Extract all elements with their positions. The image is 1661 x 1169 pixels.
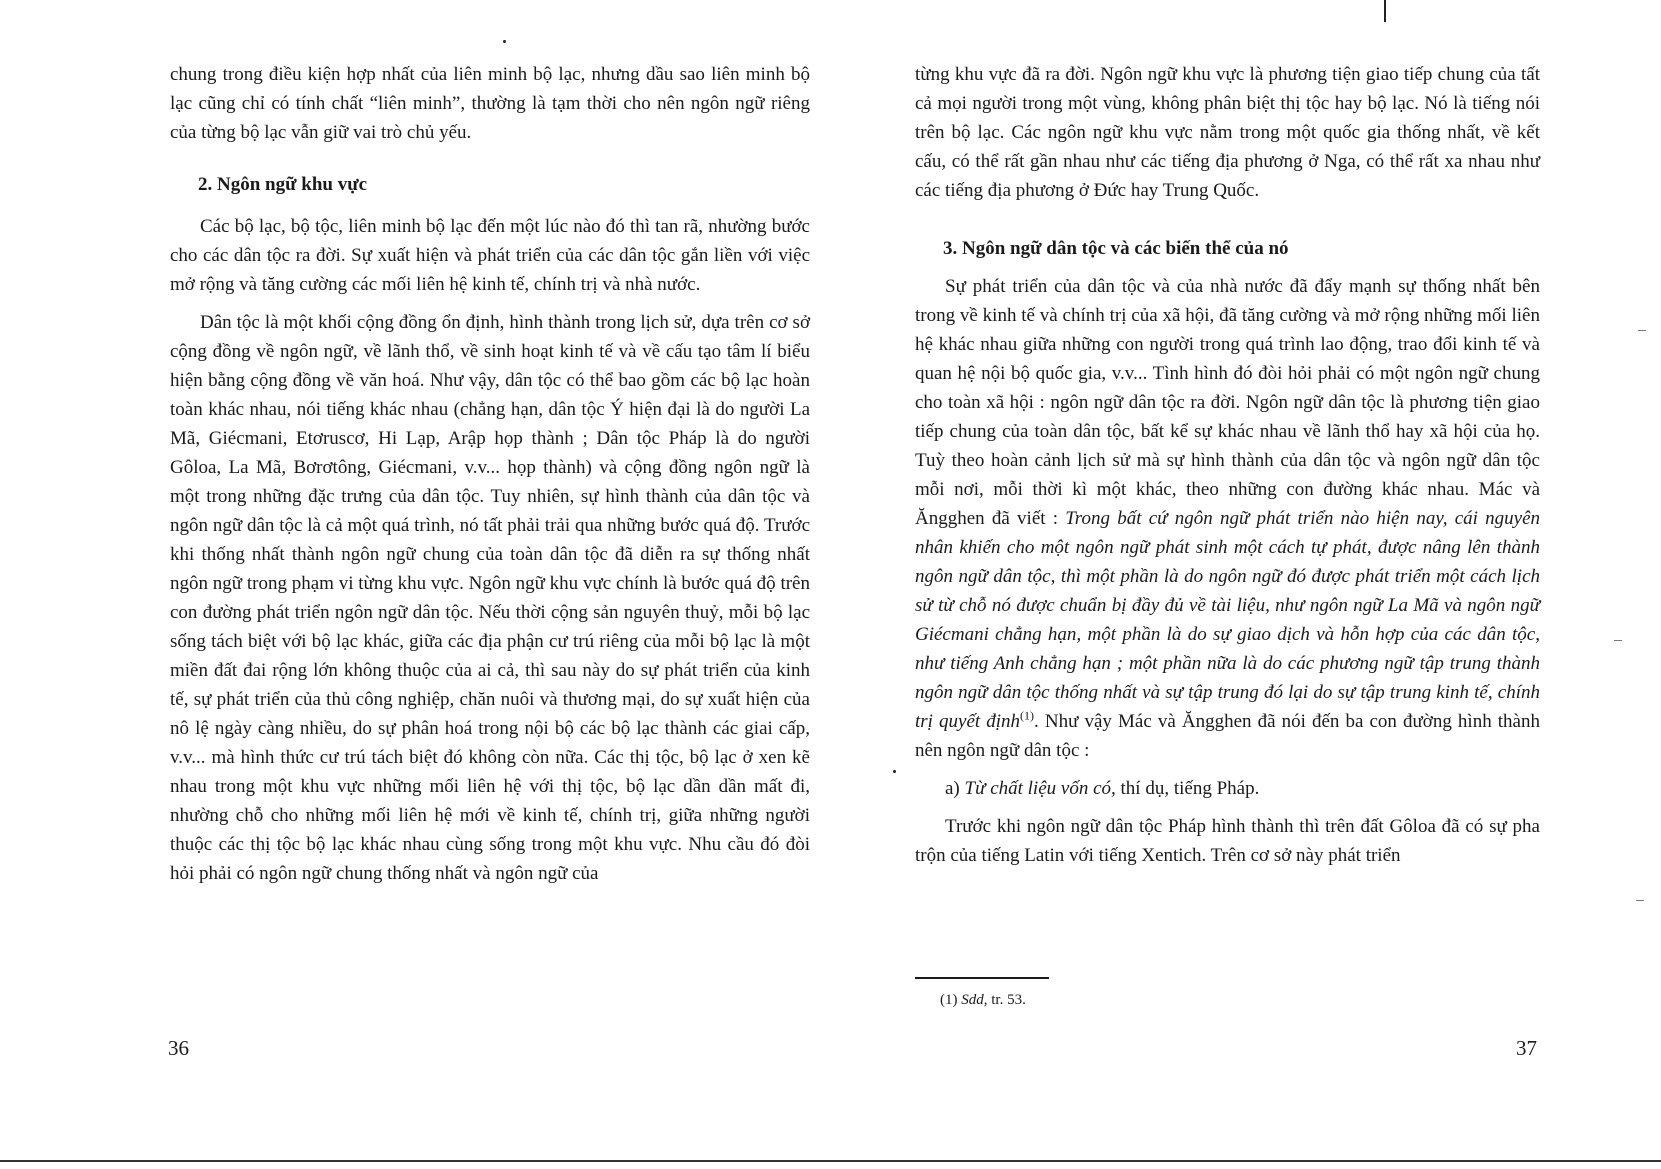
page-number-right: 37 (1516, 1036, 1537, 1060)
footnote-separator (915, 977, 1049, 979)
left-text-column (170, 60, 810, 888)
scan-speck (1638, 330, 1646, 331)
left-paragraph-3: Dân tộc là một khối cộng đồng ổn định, hình thành trong lịch sử, dựa trên cơ sở cộng đồng về ngôn ngữ, về lãnh thổ, về sinh hoạt kinh tế và về cấu tạo tâm lí biểu hiện bằng cộng đồng về văn hoá. Như vậy, dân tộc có thể bao gồm các bộ lạc hoàn toàn khác nhau, nói tiếng khác nhau (chẳng hạn, dân tộc Ý hiện đại là do người La Mã, Giécmani, Etơruscơ, Hi Lạp, Arập họp thành ; Dân tộc Pháp là do người Gôloa, La Mã, Bơrơtông, Giécmani, v.v... họp thành) và cộng đồng ngôn ngữ là một trong những đặc trưng của dân tộc. Tuy nhiên, sự hình thành của dân tộc và ngôn ngữ dân tộc là cả một quá trình, nó tất phải trải qua những bước quá độ. Trước khi thống nhất thành ngôn ngữ chung của toàn dân tộc đã diễn ra sự thống nhất ngôn ngữ trong phạm vi từng khu vực. Ngôn ngữ khu vực chính là bước quá độ trên con đường phát triển ngôn ngữ dân tộc. Nếu thời cộng sản nguyên thuỷ, mỗi bộ lạc sống tách biệt với bộ lạc khác, giữa các địa phận cư trú riêng của mỗi bộ lạc là một miền đất đai rộng lớn không thuộc của ai cả, thì sau này do sự phát triển của kinh tế, sự phát triển của thủ công nghiệp, chăn nuôi và thương mại, do sự xuất hiện của nô lệ ngày càng nhiều, do sự phân hoá trong nội bộ các bộ lạc thành các giai cấp, v.v... mà hình thức cư trú tách biệt đó không còn nữa. Các thị tộc, bộ lạc ở xen kẽ nhau trong một khu vực những mối liên hệ với thị tộc, bộ lạc dần dần mất đi, nhường chỗ cho những mối liên hệ mới về kinh tế, chính trị, giữa những người thuộc các thị tộc bộ lạc khác nhau cùng sống trong một khu vực. Nhu cầu đó đòi hỏi phải có ngôn ngữ chung thống nhất và ngôn ngữ của (170, 312, 810, 884)
item-a-prefix: a) (945, 778, 965, 799)
left-paragraph-2: Các bộ lạc, bộ tộc, liên minh bộ lạc đến một lúc nào đó thì tan rã, nhường bước cho các dân tộc ra đời. Sự xuất hiện và phát triển của các dân tộc gắn liền với việc mở rộng và tăng cường các mối liên hệ kinh tế, chính trị và nhà nước. (170, 216, 810, 295)
left-paragraph-1: chung trong điều kiện hợp nhất của liên minh bộ lạc, nhưng dầu sao liên minh bộ lạc cũng chỉ có tính chất “liên minh”, thường là tạm thời cho nên ngôn ngữ riêng của từng bộ lạc vẫn giữ vai trò chủ yếu. (170, 64, 810, 143)
item-a-italic: Từ chất liệu vốn có, (964, 778, 1116, 799)
scan-speck (1636, 900, 1644, 901)
right-text-column (915, 60, 1540, 870)
scan-bottom-edge (0, 1160, 1661, 1162)
item-a-rest: thí dụ, tiếng Pháp. (1115, 778, 1260, 799)
paragraph-2-lead: Sự phát triển của dân tộc và của nhà nước đã đẩy mạnh sự thống nhất bên trong về kinh tế và chính trị của xã hội, đã tăng cường và mở rộng những mối liên hệ khác nhau giữa những con người trong quá trình lao động, trao đổi kinh tế và quan hệ nội bộ quốc gia, v.v... Tình hình đó đòi hỏi phải có một ngôn ngữ chung cho toàn xã hội : ngôn ngữ dân tộc ra đời. Ngôn ngữ dân tộc là phương tiện giao tiếp chung của toàn dân tộc, bất kể sự khác nhau về lãnh thổ hay xã hội của họ. Tuỳ theo hoàn cảnh lịch sử mà sự hình thành của dân tộc và ngôn ngữ dân tộc mỗi nơi, mỗi thời kì một khác, theo những con đường khác nhau. Mác và Ăngghen đã viết : (915, 276, 1540, 529)
scan-speck (893, 770, 896, 773)
footnote-page: tr. 53. (987, 992, 1026, 1008)
paragraph-2-tail: . Như vậy Mác và Ăngghen đã nói đến ba con đường hình thành nên ngôn ngữ dân tộc : (915, 711, 1540, 761)
left-page (0, 0, 830, 1169)
footnote-reference: (1) (1020, 708, 1035, 723)
right-paragraph-1: từng khu vực đã ra đời. Ngôn ngữ khu vực là phương tiện giao tiếp chung của tất cả mọi người trong một vùng, không phân biệt thị tộc hay bộ lạc. Nó là tiếng nói trên bộ lạc. Các ngôn ngữ khu vực nằm trong một quốc gia thống nhất, về kết cấu, có thể rất gần nhau như các tiếng địa phương ở Nga, có thể rất xa nhau như các tiếng địa phương ở Đức hay Trung Quốc. (915, 64, 1540, 201)
footnote-source: Sdd, (961, 992, 988, 1008)
section-heading-3: 3. Ngôn ngữ dân tộc và các biến thể của nó (943, 238, 1289, 259)
marx-engels-quote: Trong bất cứ ngôn ngữ phát triển nào hiện nay, cái nguyên nhân khiến cho một ngôn ngữ phát sinh một cách tự phát, được nâng lên thành ngôn ngữ dân tộc, thì một phần là do ngôn ngữ đó được phát triển một cách lịch sử từ chỗ nó được chuẩn bị đầy đủ về tài liệu, như ngôn ngữ La Mã và ngôn ngữ Giécmani chẳng hạn, một phần là do sự giao dịch và hỗn hợp của các dân tộc, như tiếng Anh chẳng hạn ; một phần nữa là do các phương ngữ tập trung thành ngôn ngữ dân tộc thống nhất và sự tập trung đó lại do sự tập trung kinh tế, chính trị quyết định (915, 508, 1540, 732)
scan-edge-mark (1384, 0, 1386, 22)
page-number-left: 36 (168, 1036, 189, 1060)
footnote-mark: (1) (940, 992, 962, 1008)
list-item-a (915, 774, 1540, 803)
right-paragraph-4: Trước khi ngôn ngữ dân tộc Pháp hình thành thì trên đất Gôloa đã có sự pha trộn của tiếng Latin với tiếng Xentich. Trên cơ sở này phát triển (915, 816, 1540, 866)
right-paragraph-2 (915, 272, 1540, 765)
section-heading-2: 2. Ngôn ngữ khu vực (198, 174, 368, 195)
scan-speck (503, 40, 506, 43)
footnote (940, 990, 1026, 1010)
scan-speck (1614, 640, 1622, 641)
